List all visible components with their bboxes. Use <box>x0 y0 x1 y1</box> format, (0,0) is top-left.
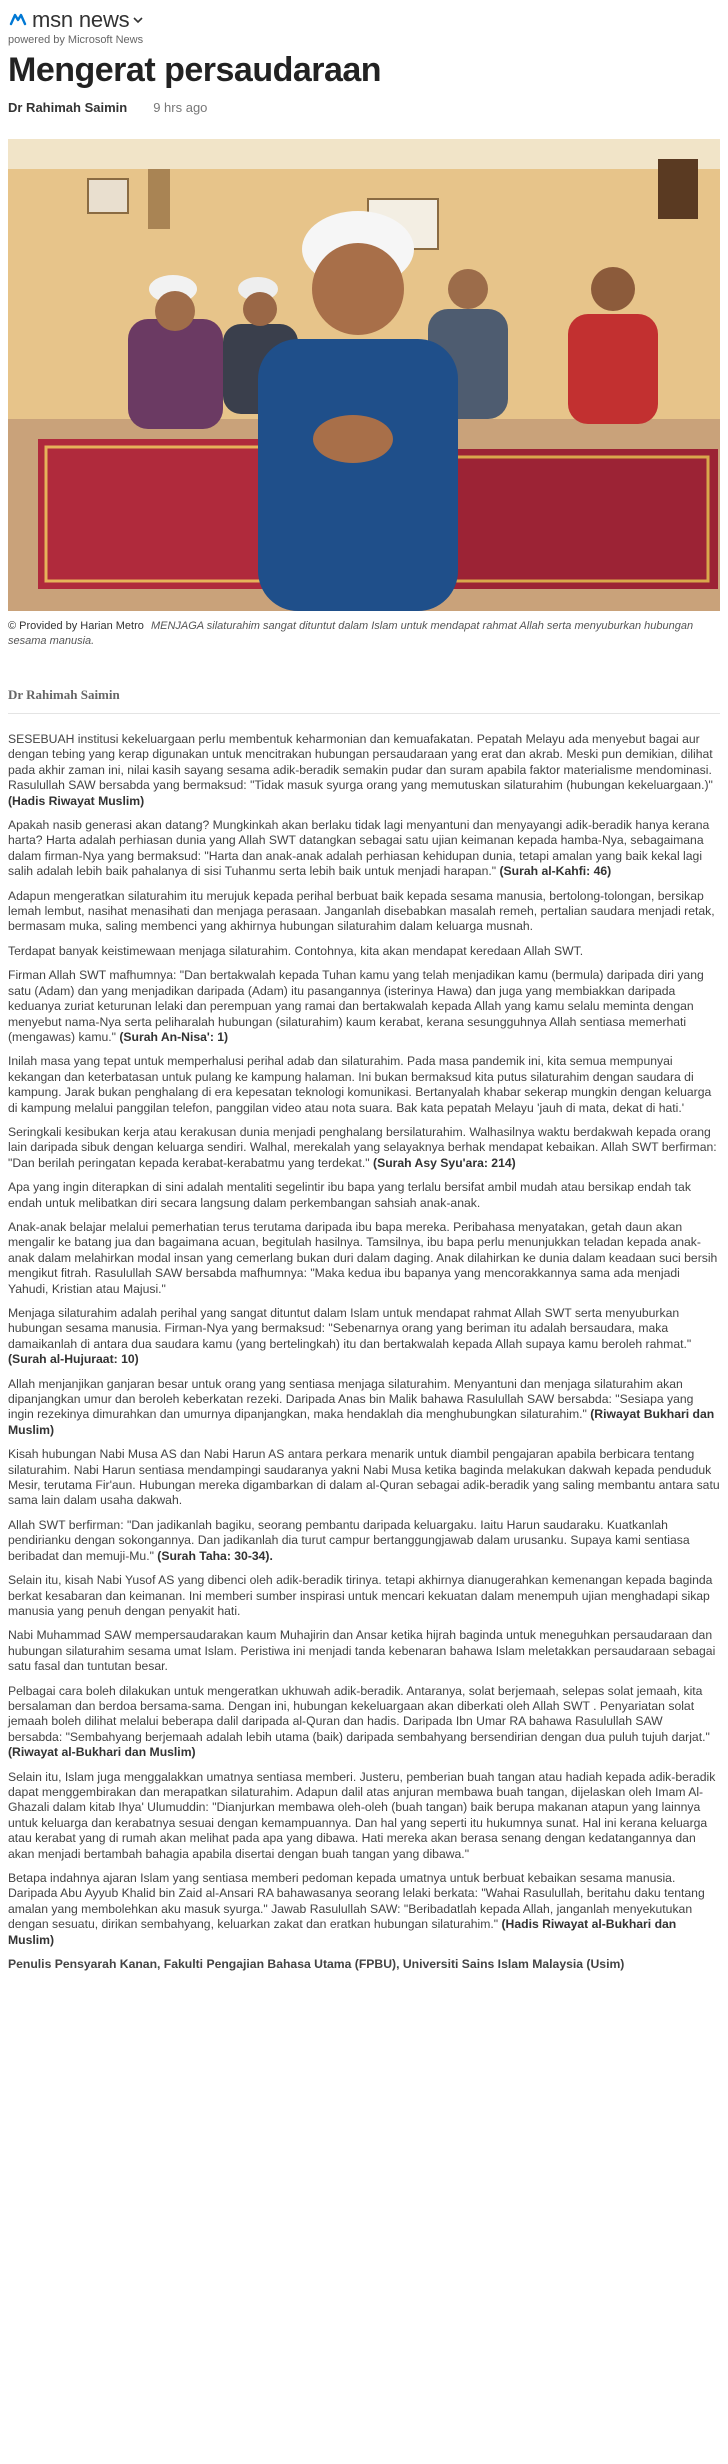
paragraph-text: Firman Allah SWT mafhumnya: "Dan bertakwalah kepada Tuhan kamu yang telah menjadikan kamu (bermula) daripada diri yang satu (Adam) dan yang menjadikan daripada (Adam) itu pasangannya (isterinya Hawa) dan juga yang membiakkan daripada keduanya zuriat keturunan lelaki dan perempuan yang ramai dan bertakwalah kepada Allah yang kamu selalu meminta dengan menyebut nama-Nya serta peliharalah hubungan (silaturahim) kaum kerabat, kerana sesungguhnya Allah sentiasa memerhati (mengawas) kamu." <box>8 968 704 1044</box>
article-paragraph <box>8 1306 720 1368</box>
paragraph-text: Adapun mengeratkan silaturahim itu merujuk kepada perihal berbuat baik kepada sesama manusia, bertolong-tolongan, bersikap lemah lembut, nasihat menasihati dan menjaga perasaan. Janganlah disebabkan masalah remeh, pertalian saudara menjadi retak, bermasam muka, saling membenci yang akhirnya hubungan silaturahim dalam keluarga musnah. <box>8 888 715 934</box>
article-paragraph <box>8 1220 720 1297</box>
author-name[interactable]: Dr Rahimah Saimin <box>8 100 128 115</box>
paragraph-text: Nabi Muhammad SAW mempersaudarakan kaum Muhajirin dan Ansar ketika hijrah baginda untuk meneguhkan persaudaraan dan hubungan silaturahim sesama umat Islam. Peristiwa ini menjadi tanda kebenaran bahawa Islam meletakkan persaudaraan sebagai satu fasal dan tuntutan besar. <box>8 1628 716 1674</box>
paragraph-text: Anak-anak belajar melalui pemerhatian terus terutama daripada ibu bapa mereka. Peribahasa menyatakan, getah daun akan mengalir ke batang jua dan bagaimana acuan, begitulah hasilnya. Tamsilnya, ibu bapa perlu menunjukkan teladan kepada anak-anak dalam melahirkan modal insan yang cemerlang bukan duri dalam daging. Anak dilahirkan ke dunia dalam keadaan suci bersih mengikut fitrah. Rasulullah SAW bersabda mafhumnya: "Maka kedua ibu bapanya yang mencorakkannya sama ada menjadi Yahudi, Kristian atau Majusi." <box>8 1219 718 1296</box>
caption-text: MENJAGA silaturahim sangat dituntut dalam Islam untuk mendapat rahmat Allah serta menyuburkan hubungan sesama manusia. <box>8 620 694 647</box>
paragraph-text: Betapa indahnya ajaran Islam yang sentiasa memberi pedoman kepada umatnya untuk berbuat kebaikan sesama manusia. Daripada Abu Ayyub Khalid bin Zaid al-Ansari RA bahawasanya seorang lelaki berkata: "Wahai Rasulullah, beritahu daku tentang amalan yang membolehkan aku masuk syurga." Jawab Rasulullah SAW: "Beribadatlah kepada Allah, janganlah menyekutukan dengan sesuatu, dirikan sembahyang, keluarkan zakat dan eratkan hubungan silaturahim." <box>8 1871 705 1932</box>
paragraph-text: Apakah nasib generasi akan datang? Mungkinkah akan berlaku tidak lagi menyantuni dan menyayangi adik-beradik hanya kerana harta? Harta adalah perhiasan dunia yang Allah SWT datangkan sebagai satu ujian keimanan kepada hamba-Nya, sebagaimana dalam firman-Nya yang bermaksud: "Harta dan anak-anak adalah perhiasan kehidupan dunia, tetapi amalan yang baik kekal lagi salih adalah lebih baik pahalanya di sisi Tuhanmu serta lebih baik untuk menjadi harapan." <box>8 818 710 879</box>
article-paragraph <box>8 1180 720 1211</box>
paragraph-text: Pelbagai cara boleh dilakukan untuk mengeratkan ukhuwah adik-beradik. Antaranya, solat berjemaah, selepas solat jemaah, kita bersalaman dan berdoa bersama-sama. Dengan ini, hubungan kekeluargaan akan diberkati oleh Allah SWT . Penyariatan solat jemaah boleh dilihat melalui beberapa dalil daripada al-Quran dan hadis. Daripada Ibn Umar RA bahawa Rasulullah SAW bersabda: "Sembahyang berjemaah adalah lebih utama (baik) daripada sembahyang bersendirian dengan dua puluh tujuh darjat." <box>8 1683 710 1744</box>
article-paragraph <box>8 1125 720 1171</box>
citation-reference: (Hadis Riwayat Muslim) <box>8 793 145 808</box>
hero-image <box>8 139 720 611</box>
chevron-down-icon[interactable] <box>133 15 143 25</box>
article-paragraph <box>8 1054 720 1116</box>
citation-reference: (Surah al-Hujuraat: 10) <box>8 1352 139 1367</box>
article-title: Mengerat persaudaraan <box>8 51 382 89</box>
author-signature: Penulis Pensyarah Kanan, Fakulti Pengajian Bahasa Utama (FPBU), Universiti Sains Islam Malaysia (Usim) <box>8 1957 625 1972</box>
article-paragraph <box>8 1573 720 1619</box>
brand-name: msn news <box>32 7 130 32</box>
article-paragraph <box>8 1377 720 1439</box>
article-paragraph <box>8 1871 720 1948</box>
article-paragraph <box>8 818 720 880</box>
article-paragraph <box>8 944 720 959</box>
paragraph-text: Kisah hubungan Nabi Musa AS dan Nabi Harun AS antara perkara menarik untuk diambil pengajaran apabila berbicara tentang silaturahim. Nabi Harun sentiasa mendampingi saudaranya yakni Nabi Musa ketika baginda melakukan dakwah kepada penduduk Mesir, terutama Fir'aun. Hubungan mereka digambarkan di dalam al-Quran sebagai adik-beradik yang saling membantu antara satu sama lain dalam usaha dakwah. <box>8 1447 720 1508</box>
msn-logo-icon <box>8 10 28 30</box>
image-caption <box>0 611 728 649</box>
paragraph-text: Apa yang ingin diterapkan di sini adalah mentaliti segelintir ibu bapa yang terlalu bersifat ambil mudah atau bersikap endah tak endah untuk melibatkan diri secara langsung dalam perkembangan sahsiah anak-anak. <box>8 1180 691 1210</box>
paragraph-list <box>8 732 720 1948</box>
citation-reference: (Surah Asy Syu'ara: 214) <box>373 1155 516 1170</box>
paragraph-text: Menjaga silaturahim adalah perihal yang sangat dituntut dalam Islam untuk mendapat rahmat Allah SWT serta menyuburkan hubungan sesama manusia. Firman-Nya yang bermaksud: "Sebenarnya orang yang beriman itu adalah bersaudara, maka damaikanlah di antara dua saudara kamu (yang bertelingkah) itu dan bertakwalah kepada Allah supaya kamu beroleh rahmat." <box>8 1306 692 1351</box>
paragraph-text: Selain itu, Islam juga menggalakkan umatnya sentiasa memberi. Justeru, pemberian buah tangan atau hadiah kepada adik-beradik dapat menggembirakan dan merapatkan silaturahim. Adapun dalil atas anjuran membawa buah tangan, dijelaskan oleh Imam Al-Ghazali dalam kitab Ihya' Ulumuddin: "Dianjurkan membawa oleh-oleh (buah tangan) baik berupa makanan atapun yang lainnya untuk keluarga dan kerabatnya sesuai dengan kemampuannya. Dan hal yang seperti itu hukumnya sunat. Hal ini kerana keluarga atau kerabat yang di rumah akan melihat pada apa yang dibawa. Hati mereka akan berasa senang dengan kedatangannya dan akan menjadi bertambah bahagia apabila disertai dengan buah tangan yang dibawa." <box>8 1769 716 1861</box>
article-paragraph <box>8 968 720 1045</box>
citation-reference: (Riwayat al-Bukhari dan Muslim) <box>8 1745 196 1760</box>
powered-by: powered by Microsoft News <box>8 34 144 46</box>
article-paragraph <box>8 1684 720 1761</box>
citation-reference: (Surah al-Kahfi: 46) <box>499 864 612 879</box>
citation-reference: (Hadis Riwayat al-Bukhari dan Muslim) <box>8 1917 677 1947</box>
citation-reference: (Riwayat Bukhari dan Muslim) <box>8 1407 715 1437</box>
article-paragraph <box>8 1447 720 1509</box>
citation-reference: (Surah An-Nisa': 1) <box>119 1029 229 1044</box>
article-paragraph <box>8 1518 720 1564</box>
paragraph-text: Selain itu, kisah Nabi Yusof AS yang dibenci oleh adik-beradik tirinya. tetapi akhirnya dianugerahkan kemenangan kepada baginda berkat kesabaran dan keimanan. Ini memberi sumber inspirasi untuk mencari kekuatan dalam menempuh ujian menghadapi sikap manusia yang penuh dengan penyakit hati. <box>8 1573 713 1618</box>
paragraph-text: Terdapat banyak keistimewaan menjaga silaturahim. Contohnya, kita akan mendapat keredaan Allah SWT. <box>8 943 584 958</box>
citation-reference: (Surah Taha: 30-34). <box>157 1548 273 1563</box>
article-paragraph <box>8 1628 720 1674</box>
paragraph-text: Allah SWT berfirman: "Dan jadikanlah bagiku, seorang pembantu daripada keluargaku. Iaitu Harun saudaraku. Kuatkanlah pendirianku dengan sokongannya. Dan jadikanlah dia turut campur bertanggungjawab dalam urusanku. Supaya kami sentiasa beribadat dan memuji-Mu." <box>8 1517 690 1563</box>
published-time: 9 hrs ago <box>153 100 208 115</box>
paragraph-text: Seringkali kesibukan kerja atau kerakusan dunia menjadi penghalang bersilaturahim. Walhasilnya waktu berdakwah kepada orang lain daripada sibuk dengan keluarga sendiri. Walhal, merekalah yang selayaknya berhak mendapat kebaikan. Allah SWT berfirman: "Dan berilah peringatan kepada kerabat-kerabatmu yang terdekat." <box>8 1124 717 1170</box>
paragraph-text: Inilah masa yang tepat untuk memperhalusi perihal adab dan silaturahim. Pada masa pandemik ini, kita semua mempunyai kekangan dan keterbatasan untuk pulang ke kampung halaman. Ini bukan bermaksud kita putus silaturahim dengan saudara di kampung. Jarak bukan penghalang di era kepesatan teknologi komunikasi. Bertanyalah khabar sekerap mungkin dengan keluarga di kampung melalui panggilan telefon, panggilan video atau nota suara. Bak kata pepatah Melayu 'jauh di mata, dekat di hati.' <box>8 1054 712 1115</box>
brand-bar[interactable] <box>0 0 728 30</box>
image-credit: © Provided by Harian Metro <box>8 620 144 632</box>
paragraph-text: SESEBUAH institusi kekeluargaan perlu membentuk keharmonian dan kemuafakatan. Pepatah Melayu ada menyebut bagai aur dengan tebing yang kerap digunakan untuk mencitrakan hubungan persaudaraan yang erat dan akrab. Meski pun demikian, dilihat pada akhir zaman ini, nilai kasih sayang sesama adik-beradik semakin pudar dan suram apabila faktor materialisme mendominasi. Rasulullah SAW bersabda yang bermaksud: "Tidak masuk syurga orang yang memutuskan silaturahim (hubungan kekeluargaan.)" <box>8 732 713 793</box>
paragraph-text: Allah menjanjikan ganjaran besar untuk orang yang sentiasa menjaga silaturahim. Menyantuni dan menjaga silaturahim akan dipanjangkan umur dan beroleh keberkatan rezeki. Daripada Anas bin Malik bahawa Rasulullah SAW bersabda: "Sesiapa yang ingin rezekinya dimurahkan dan umurnya dipanjangkan, maka hendaklah dia menghubungkan silaturahim." <box>8 1376 694 1422</box>
article-paragraph <box>8 1770 720 1862</box>
article-paragraph <box>8 889 720 935</box>
article-body <box>0 649 728 1972</box>
article-paragraph <box>8 732 720 809</box>
byline <box>0 90 728 115</box>
article-author-line: Dr Rahimah Saimin <box>8 687 720 714</box>
